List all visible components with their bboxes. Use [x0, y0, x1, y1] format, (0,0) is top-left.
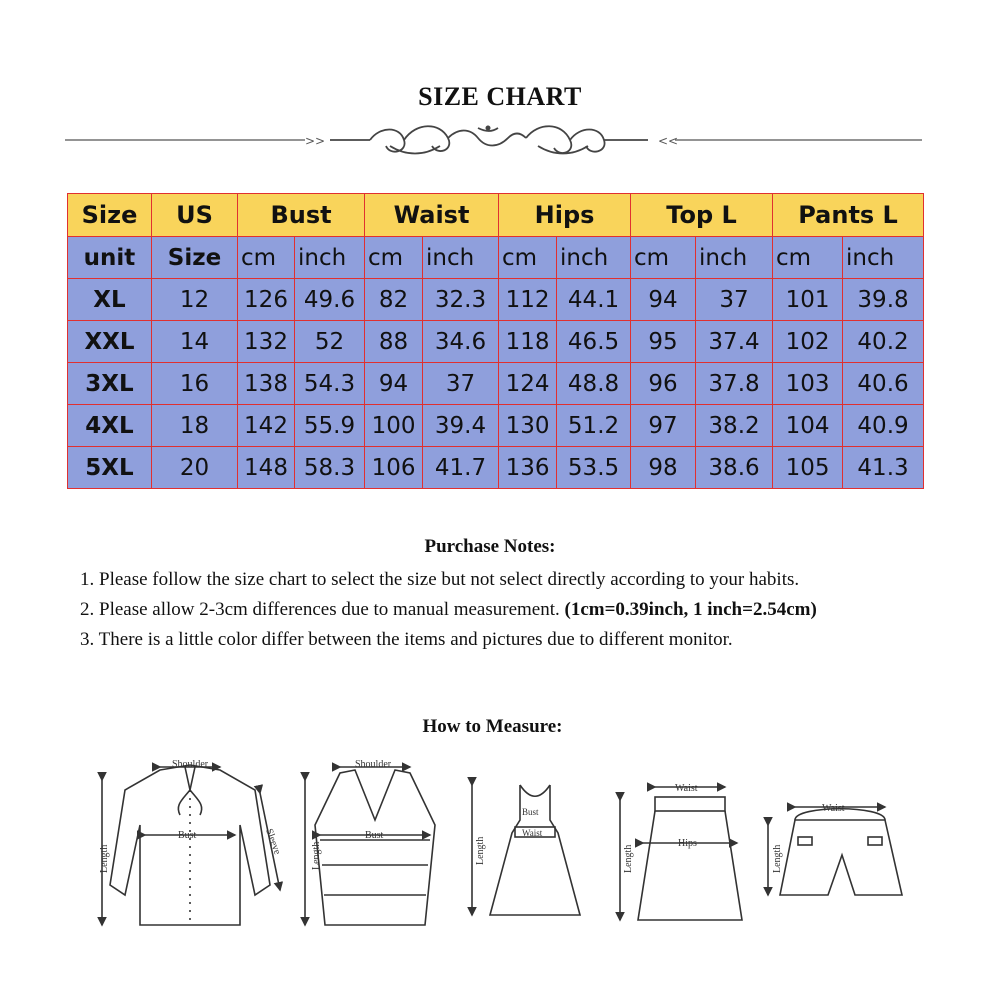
length-label: Length	[623, 844, 634, 873]
value-cell: 103	[773, 363, 843, 405]
size-cell: XXL	[68, 321, 152, 363]
unit-cell: inch	[843, 237, 924, 279]
purchase-notes-title: Purchase Notes:	[424, 536, 556, 557]
shoulder-label: Shoulder	[355, 759, 392, 770]
value-cell: 101	[773, 279, 843, 321]
size-label-cell: Size	[152, 237, 238, 279]
measure-diagrams	[90, 745, 910, 945]
size-cell: 4XL	[68, 405, 152, 447]
size-chart-title: SIZE CHART	[418, 82, 582, 111]
value-cell: 41.3	[843, 447, 924, 489]
value-cell: 37	[696, 279, 773, 321]
size-cell: XL	[68, 279, 152, 321]
table-row	[68, 447, 924, 489]
value-cell: 136	[499, 447, 557, 489]
length-label: Length	[475, 836, 486, 865]
how-to-measure-title: How to Measure:	[422, 716, 563, 737]
value-cell: 44.1	[557, 279, 631, 321]
note-conversion: (1cm=0.39inch, 1 inch=2.54cm)	[564, 599, 817, 620]
us-size-cell: 14	[152, 321, 238, 363]
table-unit-row	[68, 237, 924, 279]
unit-label-cell: unit	[68, 237, 152, 279]
value-cell: 53.5	[557, 447, 631, 489]
note-item: 1. Please follow the size chart to select the size but not select directly according to your habits.	[80, 569, 800, 590]
value-cell: 88	[365, 321, 423, 363]
value-cell: 51.2	[557, 405, 631, 447]
unit-cell: cm	[365, 237, 423, 279]
note-text: 2. Please allow 2-3cm differences due to manual measurement.	[80, 599, 560, 620]
dress-diagram	[472, 785, 580, 915]
table-header-row	[68, 194, 924, 237]
bust-label: Bust	[178, 830, 197, 841]
unit-cell: cm	[631, 237, 696, 279]
skirt-diagram	[620, 787, 742, 920]
value-cell: 39.8	[843, 279, 924, 321]
value-cell: 37.8	[696, 363, 773, 405]
svg-text:>>: >>	[305, 134, 326, 148]
hips-label: Hips	[678, 838, 697, 849]
unit-cell: inch	[423, 237, 499, 279]
ornament-divider	[60, 118, 930, 164]
size-cell: 5XL	[68, 447, 152, 489]
value-cell: 112	[499, 279, 557, 321]
note-item	[80, 595, 930, 625]
value-cell: 54.3	[295, 363, 365, 405]
size-cell: 3XL	[68, 363, 152, 405]
value-cell: 98	[631, 447, 696, 489]
purchase-notes	[80, 565, 930, 655]
table-row	[68, 405, 924, 447]
size-table	[67, 193, 924, 489]
header-cell: Bust	[238, 194, 365, 237]
value-cell: 104	[773, 405, 843, 447]
value-cell: 94	[365, 363, 423, 405]
table-row	[68, 363, 924, 405]
note-item: 3. There is a little color differ between the items and pictures due to different monitor.	[80, 629, 733, 650]
value-cell: 49.6	[295, 279, 365, 321]
value-cell: 97	[631, 405, 696, 447]
value-cell: 138	[238, 363, 295, 405]
value-cell: 38.6	[696, 447, 773, 489]
top-diagram	[305, 767, 435, 925]
value-cell: 40.6	[843, 363, 924, 405]
header-cell: Waist	[365, 194, 499, 237]
unit-cell: inch	[696, 237, 773, 279]
value-cell: 126	[238, 279, 295, 321]
bust-label: Bust	[522, 807, 539, 817]
value-cell: 130	[499, 405, 557, 447]
value-cell: 94	[631, 279, 696, 321]
unit-cell: cm	[499, 237, 557, 279]
header-cell: Hips	[499, 194, 631, 237]
table-row	[68, 279, 924, 321]
value-cell: 148	[238, 447, 295, 489]
header-cell: Size	[68, 194, 152, 237]
unit-cell: inch	[295, 237, 365, 279]
value-cell: 102	[773, 321, 843, 363]
us-size-cell: 12	[152, 279, 238, 321]
value-cell: 48.8	[557, 363, 631, 405]
value-cell: 82	[365, 279, 423, 321]
unit-cell: cm	[773, 237, 843, 279]
unit-cell: inch	[557, 237, 631, 279]
header-cell: Top L	[631, 194, 773, 237]
sleeve-label: Sleeve	[263, 827, 283, 857]
value-cell: 41.7	[423, 447, 499, 489]
value-cell: 105	[773, 447, 843, 489]
value-cell: 124	[499, 363, 557, 405]
us-size-cell: 16	[152, 363, 238, 405]
length-label: Length	[99, 844, 110, 873]
value-cell: 37.4	[696, 321, 773, 363]
value-cell: 106	[365, 447, 423, 489]
value-cell: 52	[295, 321, 365, 363]
shoulder-label: Shoulder	[172, 759, 209, 770]
unit-cell: cm	[238, 237, 295, 279]
value-cell: 32.3	[423, 279, 499, 321]
shirt-diagram	[102, 765, 280, 925]
value-cell: 39.4	[423, 405, 499, 447]
svg-text:<<: <<	[658, 134, 679, 148]
length-label: Length	[311, 841, 322, 870]
value-cell: 132	[238, 321, 295, 363]
length-label: Length	[772, 844, 783, 873]
table-row	[68, 321, 924, 363]
value-cell: 55.9	[295, 405, 365, 447]
bust-label: Bust	[365, 830, 384, 841]
value-cell: 38.2	[696, 405, 773, 447]
value-cell: 40.9	[843, 405, 924, 447]
value-cell: 118	[499, 321, 557, 363]
value-cell: 95	[631, 321, 696, 363]
value-cell: 37	[423, 363, 499, 405]
waist-label: Waist	[675, 783, 698, 794]
waist-label: Waist	[522, 828, 543, 838]
value-cell: 96	[631, 363, 696, 405]
value-cell: 58.3	[295, 447, 365, 489]
value-cell: 46.5	[557, 321, 631, 363]
waist-label: Waist	[822, 803, 845, 814]
value-cell: 100	[365, 405, 423, 447]
value-cell: 34.6	[423, 321, 499, 363]
shorts-diagram	[768, 807, 902, 895]
header-cell: US	[152, 194, 238, 237]
value-cell: 40.2	[843, 321, 924, 363]
value-cell: 142	[238, 405, 295, 447]
header-cell: Pants L	[773, 194, 924, 237]
us-size-cell: 18	[152, 405, 238, 447]
us-size-cell: 20	[152, 447, 238, 489]
